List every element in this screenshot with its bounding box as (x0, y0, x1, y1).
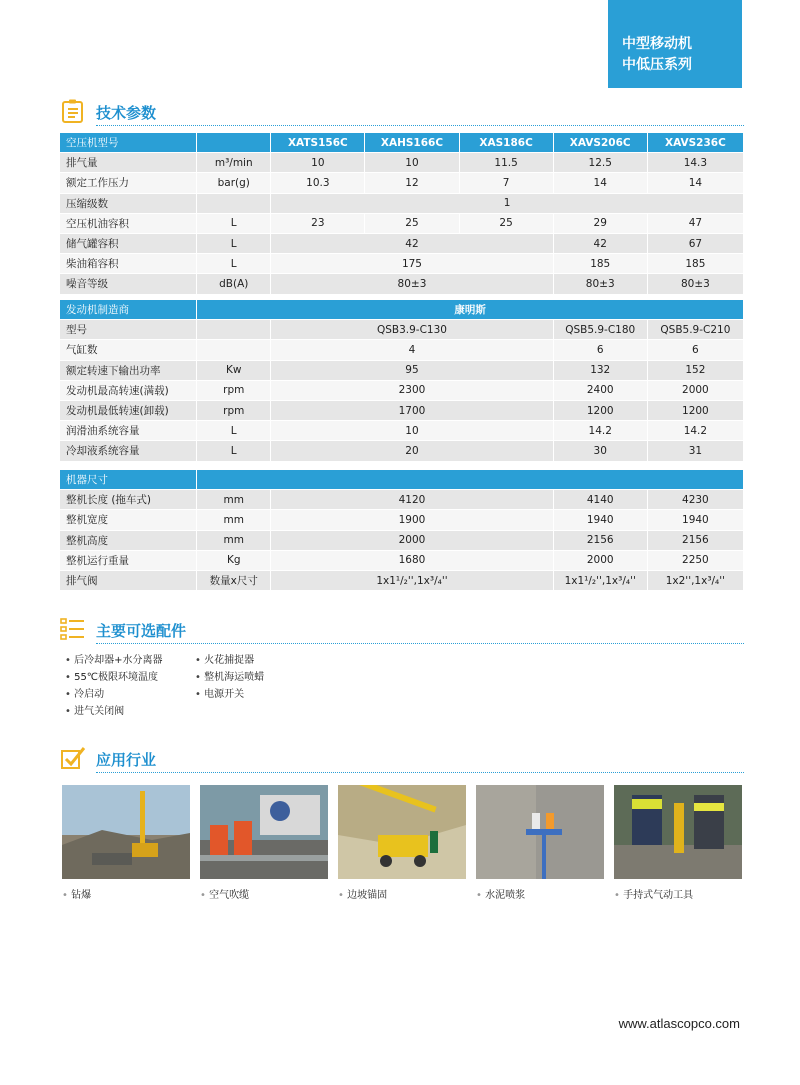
row-label: 排气阀 (60, 571, 197, 591)
row-value: 67 (648, 234, 744, 254)
row-unit: bar(g) (197, 173, 271, 193)
series-badge (608, 0, 742, 88)
row-value: 2000 (648, 381, 744, 401)
table-row (60, 551, 744, 571)
row-unit: rpm (197, 381, 271, 401)
row-label: 冷却液系统容量 (60, 441, 197, 461)
row-value: 185 (554, 254, 648, 274)
row-label: 整机高度 (60, 531, 197, 551)
row-value: 4120 (271, 490, 553, 510)
option-item: • 后冷却器+水分离器 (65, 652, 162, 669)
dotted-divider (96, 643, 744, 644)
row-value: 80±3 (271, 274, 553, 294)
row-value: 1200 (554, 401, 648, 421)
row-unit: Kw (197, 361, 271, 381)
option-item: • 整机海运喷蜡 (195, 669, 264, 686)
application-photos (62, 785, 742, 915)
row-value: 14.2 (648, 421, 744, 441)
row-unit: L (197, 254, 271, 274)
table-header-row (60, 300, 744, 320)
row-value: 175 (271, 254, 553, 274)
row-value: 12.5 (554, 153, 648, 173)
row-value: 23 (271, 214, 365, 234)
row-label: 整机宽度 (60, 510, 197, 530)
row-label: 压缩级数 (60, 194, 197, 214)
row-value: 6 (554, 340, 648, 360)
section-options-header (60, 616, 744, 644)
row-unit: rpm (197, 401, 271, 421)
row-value: 2156 (554, 531, 648, 551)
table-row (60, 274, 744, 294)
compressor-spec-table (60, 133, 744, 295)
row-value: 25 (365, 214, 459, 234)
model-header: XAVS206C (554, 133, 648, 153)
option-item: • 55℃极限环境温度 (65, 669, 162, 686)
dotted-divider (96, 772, 744, 773)
row-label: 排气量 (60, 153, 197, 173)
section-tech-header (60, 98, 744, 126)
row-unit: Kg (197, 551, 271, 571)
row-value: 1x2'',1x³/₄'' (648, 571, 744, 591)
table-header-row (60, 470, 744, 490)
row-label: 发动机最高转速(满载) (60, 381, 197, 401)
section-applications-header (60, 745, 744, 773)
dotted-divider (96, 125, 744, 126)
table-row (60, 340, 744, 360)
row-value: 4140 (554, 490, 648, 510)
row-value: 7 (460, 173, 554, 193)
row-value: 25 (460, 214, 554, 234)
row-value: 80±3 (648, 274, 744, 294)
drilling-photo (62, 785, 190, 879)
row-value: 4230 (648, 490, 744, 510)
options-column-2 (195, 652, 264, 703)
header-value: 康明斯 (197, 300, 744, 320)
handheld-tools-photo (614, 785, 742, 879)
section-tech-title: 技术参数 (96, 104, 157, 122)
row-value: 2156 (648, 531, 744, 551)
row-value: 10 (271, 421, 553, 441)
caption-handheld-tools: • 手持式气动工具 (614, 886, 693, 901)
website-link[interactable]: www.atlascopco.com (618, 1016, 740, 1031)
caption-slope-anchoring: • 边坡锚固 (338, 886, 387, 901)
section-applications-title: 应用行业 (96, 751, 157, 769)
row-value: 1200 (648, 401, 744, 421)
row-unit (197, 340, 271, 360)
model-header: XAHS166C (365, 133, 459, 153)
row-value: 1x1¹/₂'',1x³/₄'' (271, 571, 553, 591)
row-value: 14 (554, 173, 648, 193)
table-row (60, 531, 744, 551)
checkbox-icon (60, 745, 86, 771)
row-value: 30 (554, 441, 648, 461)
row-value: 20 (271, 441, 553, 461)
row-value: QSB5.9-C180 (554, 320, 648, 340)
row-value: 1940 (648, 510, 744, 530)
row-value: 80±3 (554, 274, 648, 294)
cable-blowing-photo (200, 785, 328, 879)
row-label: 型号 (60, 320, 197, 340)
row-unit: L (197, 441, 271, 461)
row-label: 额定转速下输出功率 (60, 361, 197, 381)
header-label: 发动机制造商 (60, 300, 197, 320)
row-value: 1680 (271, 551, 553, 571)
row-label: 空压机油容积 (60, 214, 197, 234)
row-label: 柴油箱容积 (60, 254, 197, 274)
option-item: • 火花捕捉器 (195, 652, 264, 669)
option-item: • 电源开关 (195, 686, 264, 703)
options-column-1 (65, 652, 162, 720)
row-unit: mm (197, 531, 271, 551)
table-row (60, 173, 744, 193)
dimension-spec-table (60, 470, 744, 591)
row-unit: L (197, 234, 271, 254)
header-blank (197, 470, 744, 490)
caption-drilling: • 钻爆 (62, 886, 91, 901)
table-row (60, 194, 744, 214)
row-label: 发动机最低转速(卸载) (60, 401, 197, 421)
row-unit: 数量x尺寸 (197, 571, 271, 591)
row-value: 2250 (648, 551, 744, 571)
row-label: 整机长度 (拖车式) (60, 490, 197, 510)
row-value: 2400 (554, 381, 648, 401)
header-label: 机器尺寸 (60, 470, 197, 490)
table-row (60, 421, 744, 441)
row-value: QSB5.9-C210 (648, 320, 744, 340)
row-value: 95 (271, 361, 553, 381)
row-value: 152 (648, 361, 744, 381)
table-row (60, 510, 744, 530)
row-unit (197, 194, 271, 214)
series-line1: 中型移动机 (622, 36, 692, 52)
row-unit: mm (197, 510, 271, 530)
table-row (60, 153, 744, 173)
model-header: XAS186C (460, 133, 554, 153)
row-value: 132 (554, 361, 648, 381)
shotcrete-photo (476, 785, 604, 879)
row-label: 额定工作压力 (60, 173, 197, 193)
row-unit: L (197, 214, 271, 234)
option-item: • 进气关闭阀 (65, 703, 162, 720)
section-options-title: 主要可选配件 (96, 622, 187, 640)
caption-shotcrete: • 水泥喷浆 (476, 886, 525, 901)
table-row (60, 571, 744, 591)
header-label: 空压机型号 (60, 133, 197, 153)
table-row (60, 234, 744, 254)
row-value: 12 (365, 173, 459, 193)
row-value: 4 (271, 340, 553, 360)
model-header: XAVS236C (648, 133, 744, 153)
table-row (60, 254, 744, 274)
row-value: 31 (648, 441, 744, 461)
table-row (60, 320, 744, 340)
option-item: • 冷启动 (65, 686, 162, 703)
table-header-row (60, 133, 744, 153)
row-value: 11.5 (460, 153, 554, 173)
table-row (60, 214, 744, 234)
row-unit: m³/min (197, 153, 271, 173)
row-label: 噪音等级 (60, 274, 197, 294)
row-value: 185 (648, 254, 744, 274)
row-value: 1900 (271, 510, 553, 530)
slope-anchoring-photo (338, 785, 466, 879)
row-label: 储气罐容积 (60, 234, 197, 254)
table-row (60, 361, 744, 381)
row-value: 10 (365, 153, 459, 173)
row-value: 2300 (271, 381, 553, 401)
row-label: 气缸数 (60, 340, 197, 360)
row-value: 2000 (271, 531, 553, 551)
row-value: 6 (648, 340, 744, 360)
table-row (60, 381, 744, 401)
list-icon (60, 616, 86, 642)
row-value: 1940 (554, 510, 648, 530)
table-row (60, 441, 744, 461)
table-row (60, 401, 744, 421)
row-value: 47 (648, 214, 744, 234)
row-unit (197, 320, 271, 340)
row-value: 14.2 (554, 421, 648, 441)
header-blank (197, 133, 271, 153)
row-value: QSB3.9-C130 (271, 320, 553, 340)
row-value: 1x1¹/₂'',1x³/₄'' (554, 571, 648, 591)
table-row (60, 490, 744, 510)
row-value: 10 (271, 153, 365, 173)
model-header: XATS156C (271, 133, 365, 153)
row-value: 1700 (271, 401, 553, 421)
caption-cable-blowing: • 空气吹缆 (200, 886, 249, 901)
row-label: 整机运行重量 (60, 551, 197, 571)
row-label: 润滑油系统容量 (60, 421, 197, 441)
row-value: 10.3 (271, 173, 365, 193)
row-value: 14.3 (648, 153, 744, 173)
row-value: 1 (271, 194, 744, 214)
row-value: 29 (554, 214, 648, 234)
row-value: 42 (554, 234, 648, 254)
engine-spec-table (60, 300, 744, 462)
series-line2: 中低压系列 (622, 57, 692, 73)
row-unit: dB(A) (197, 274, 271, 294)
row-value: 42 (271, 234, 553, 254)
row-unit: L (197, 421, 271, 441)
clipboard-list-icon (60, 98, 86, 124)
row-value: 14 (648, 173, 744, 193)
row-unit: mm (197, 490, 271, 510)
row-value: 2000 (554, 551, 648, 571)
